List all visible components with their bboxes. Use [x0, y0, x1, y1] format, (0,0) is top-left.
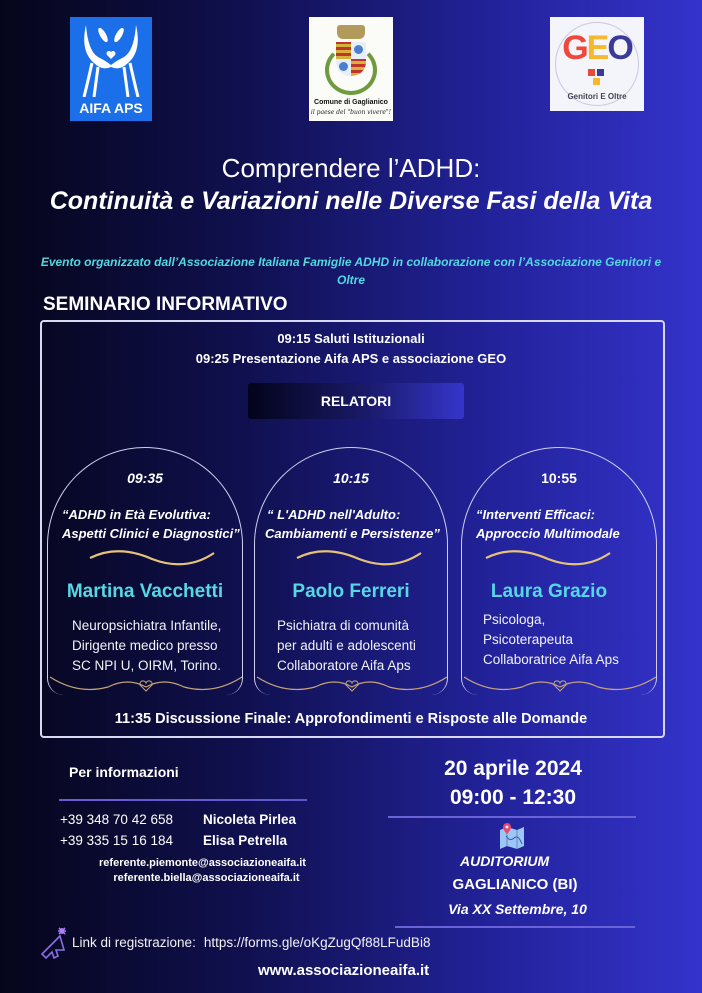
- speaker-topic: [48, 505, 242, 543]
- geo-logo: [550, 17, 644, 111]
- map-pin-icon: [498, 822, 526, 850]
- comune-logo: [309, 17, 393, 121]
- role-line: Neuropsichiatra Infantile,: [72, 618, 222, 633]
- role-line: SC NPI U, OIRM, Torino.: [72, 658, 222, 673]
- speaker-name: Paolo Ferreri: [292, 581, 410, 602]
- gold-wave-divider-icon: [88, 548, 216, 570]
- geo-letter-g: G: [562, 29, 587, 67]
- organizer-note: Evento organizzato dall’Associazione Italiana Famiglie ADHD in collaborazione con l’Associazione Genitori e Oltre: [40, 255, 662, 287]
- speaker-name: Laura Grazio: [490, 581, 608, 602]
- main-subtitle-title: Continuità e Variazioni nelle Diverse Fasi della Vita: [49, 187, 653, 215]
- relatori-banner: RELATORI: [248, 383, 464, 419]
- role-line: Collaboratore Aifa Aps: [277, 658, 411, 673]
- section-label: SEMINARIO INFORMATIVO: [43, 294, 288, 315]
- gold-wave-divider-icon: [295, 548, 423, 570]
- role-line: per adulti e adolescenti: [277, 638, 416, 653]
- contact-name: Elisa Petrella: [203, 833, 288, 848]
- coat-of-arms-icon: [336, 42, 366, 76]
- speaker-card: [47, 447, 243, 695]
- topic-line: “Interventi Efficaci:: [476, 507, 595, 522]
- speaker-topic: [462, 505, 656, 543]
- contacts-divider: [59, 799, 307, 801]
- gold-wave-divider-icon: [484, 548, 612, 570]
- topic-line: “ L'ADHD nell'Adulto:: [267, 507, 401, 522]
- program-opening-1: 09:15 Saluti Istituzionali: [277, 331, 425, 346]
- contact-name: Nicoleta Pirlea: [203, 812, 297, 827]
- geo-subtitle: Genitori E Oltre: [567, 92, 627, 101]
- contact-email[interactable]: referente.biella@associazioneaifa.it: [113, 872, 300, 884]
- event-hours: 09:00 - 12:30: [449, 786, 577, 809]
- speaker-name: Martina Vacchetti: [66, 581, 224, 602]
- program-closing: 11:35 Discussione Finale: Approfondimenti e Risposte alle Domande: [114, 711, 588, 727]
- geo-letter-o: O: [607, 29, 632, 67]
- speaker-role: [483, 610, 619, 670]
- aifa-logo: [70, 17, 152, 121]
- speaker-card: [254, 447, 448, 695]
- event-date: 20 aprile 2024: [444, 757, 582, 780]
- puzzle-pieces-icon: [588, 69, 608, 87]
- website-link[interactable]: www.associazioneaifa.it: [258, 962, 430, 979]
- role-line: Psichiatra di comunità: [277, 618, 410, 633]
- venue-city: GAGLIANICO (BI): [452, 876, 578, 893]
- topic-line: “ADHD in Età Evolutiva:: [62, 507, 211, 522]
- event-divider: [388, 816, 636, 818]
- cursor-click-icon: [38, 926, 68, 960]
- role-line: Psicologa,: [483, 612, 546, 627]
- speaker-role: [72, 616, 221, 676]
- comune-motto: il paese del "buon vivere"!: [310, 109, 392, 116]
- ornament-heart-icon: [255, 673, 449, 695]
- speaker-card: [461, 447, 657, 695]
- contact-phone[interactable]: +39 348 70 42 658: [60, 812, 173, 827]
- registration-label: Link di registrazione:: [72, 935, 196, 950]
- speaker-time: 10:15: [333, 470, 369, 486]
- topic-line: Aspetti Clinici e Diagnostici”: [62, 526, 240, 541]
- aifa-logo-label: AIFA APS: [79, 100, 143, 116]
- geo-letter-e: E: [586, 29, 608, 67]
- venue-name: AUDITORIUM: [460, 853, 550, 869]
- program-opening-2: 09:25 Presentazione Aifa APS e associazione GEO: [195, 351, 507, 366]
- topic-line: Cambiamenti e Persistenze”: [265, 526, 440, 541]
- speaker-role: [277, 616, 416, 676]
- speaker-time: 09:35: [127, 470, 163, 486]
- ornament-heart-icon: [462, 673, 658, 695]
- registration-link[interactable]: https://forms.gle/oKgZugQf88LFudBi8: [203, 935, 431, 950]
- role-line: Collaboratrice Aifa Aps: [483, 652, 619, 667]
- crown-icon: [337, 25, 365, 39]
- geo-letters: [550, 29, 644, 68]
- aifa-figures-heart-icon: [76, 21, 146, 97]
- main-title: Comprendere l’ADHD:: [221, 153, 481, 183]
- speaker-time: 10:55: [541, 470, 577, 486]
- ornament-heart-icon: [48, 673, 244, 695]
- role-line: Psicoterapeuta: [483, 632, 574, 647]
- contact-phone[interactable]: +39 335 15 16 184: [60, 833, 173, 848]
- contacts-title: Per informazioni: [69, 764, 179, 780]
- contact-email[interactable]: referente.piemonte@associazioneaifa.it: [99, 857, 306, 869]
- topic-line: Approccio Multimodale: [476, 526, 620, 541]
- venue-address: Via XX Settembre, 10: [448, 901, 587, 917]
- speaker-topic: [255, 505, 447, 543]
- role-line: Dirigente medico presso: [72, 638, 218, 653]
- venue-divider: [395, 926, 635, 928]
- comune-name: Comune di Gaglianico: [314, 99, 388, 106]
- registration-line: [72, 935, 430, 950]
